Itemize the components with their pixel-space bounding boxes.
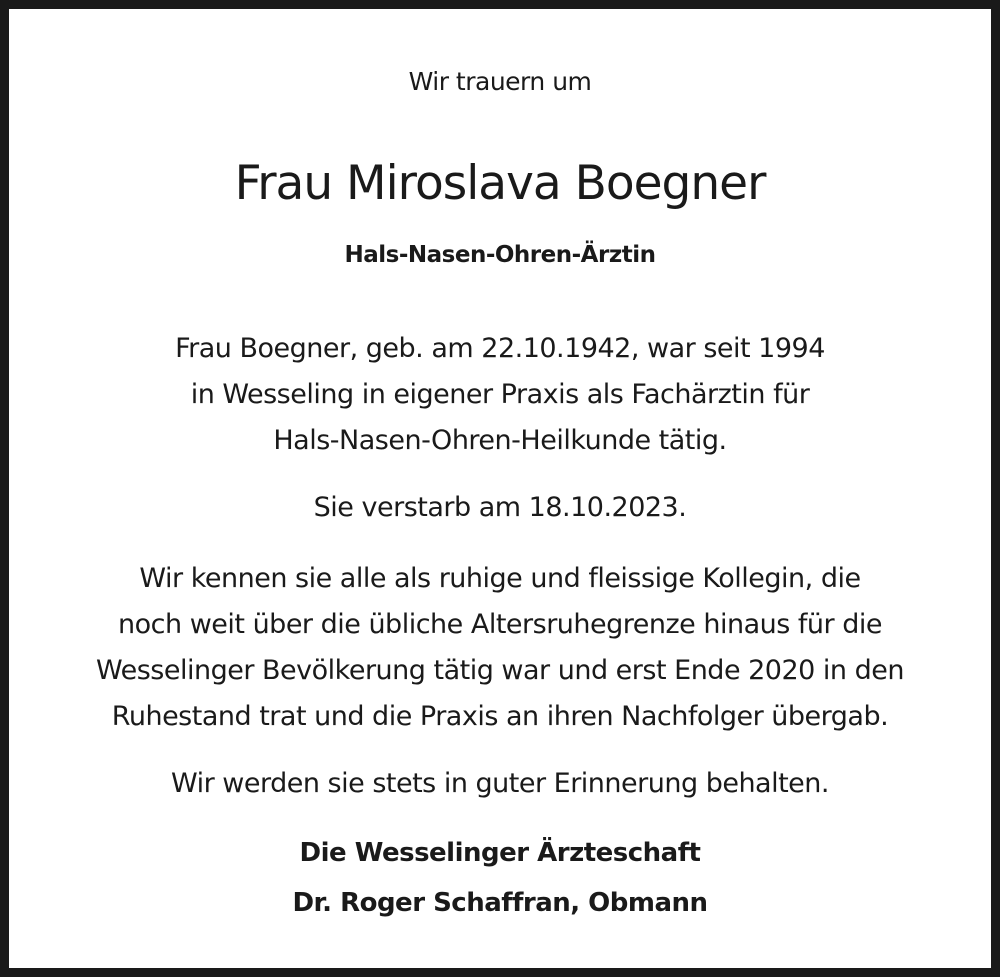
tribute-line: Wesselinger Bevölkerung tätig war und erst Ende 2020 in den	[96, 655, 904, 686]
biography-line: in Wesseling in eigener Praxis als Fachärztin für	[190, 379, 810, 410]
tribute-line: Ruhestand trat und die Praxis an ihren Nachfolger übergab.	[111, 701, 889, 732]
biography-line: Hals-Nasen-Ohren-Heilkunde tätig.	[273, 425, 727, 456]
intro-text: Wir trauern um	[408, 67, 592, 96]
tribute-line: Wir kennen sie alle als ruhige und fleissige Kollegin, die	[139, 563, 861, 594]
closing-text: Wir werden sie stets in guter Erinnerung behalten.	[171, 768, 829, 799]
signature-person: Dr. Roger Schaffran, Obmann	[292, 888, 708, 918]
biography-line: Frau Boegner, geb. am 22.10.1942, war seit 1994	[175, 333, 825, 364]
deceased-name: Frau Miroslava Boegner	[234, 156, 766, 211]
death-date-text: Sie verstarb am 18.10.2023.	[313, 492, 687, 523]
signature-organization: Die Wesselinger Ärzteschaft	[299, 838, 701, 868]
profession-text: Hals-Nasen-Ohren-Ärztin	[344, 242, 656, 268]
tribute-line: noch weit über die übliche Altersruhegrenze hinaus für die	[118, 609, 882, 640]
